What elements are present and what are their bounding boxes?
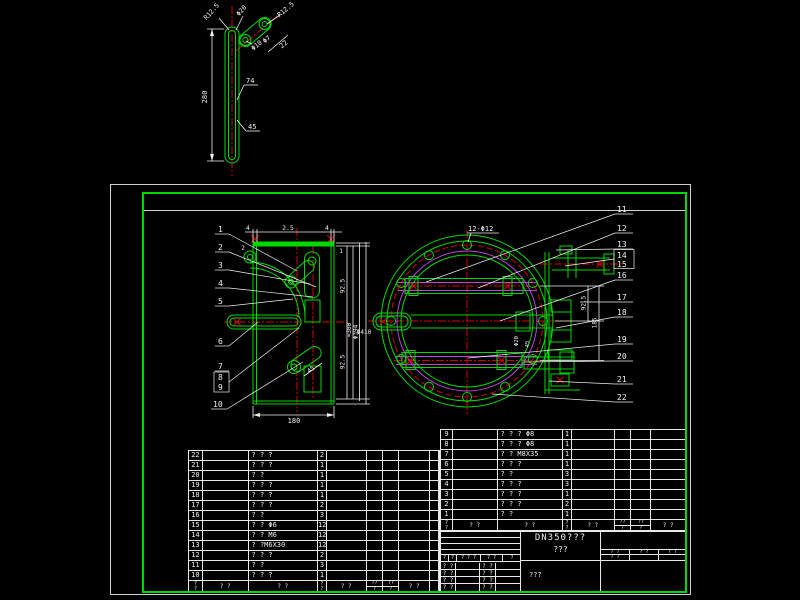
dim-small-a: Φ20 xyxy=(514,336,520,346)
callout-13: 13 xyxy=(617,240,627,249)
label-dia-top: Φ20 xyxy=(234,3,249,18)
dim-925-top: 92.5 xyxy=(339,278,347,294)
section-view xyxy=(211,224,372,425)
parts-list-right xyxy=(440,429,687,531)
label-radius-left: R12.5 xyxy=(201,1,222,22)
dim-280: 280 xyxy=(201,90,209,104)
dim-right-1: 1 xyxy=(339,248,343,255)
callout-18: 18 xyxy=(617,308,627,317)
bom-row: 19 ? ? ? 1 xyxy=(189,481,439,491)
bom-row: 16 ? ? 3 xyxy=(189,511,439,521)
callout-7: 7 xyxy=(218,362,223,371)
flange-view xyxy=(368,205,634,414)
bom-row: 10 ? ? ? 1 xyxy=(189,571,439,581)
drawing-subtitle: ??? xyxy=(553,545,568,554)
dim-left-2: 2 xyxy=(241,245,245,252)
dim-top-right: 4 xyxy=(325,224,329,232)
callout-14: 14 xyxy=(617,251,627,260)
callout-20: 20 xyxy=(617,352,627,361)
callout-22: 22 xyxy=(617,393,627,402)
bom-row: 12 ? ? ? 2 xyxy=(189,551,439,561)
callout-3: 3 xyxy=(218,261,223,270)
bom-row: 9 ? ? ? Φ8 1 xyxy=(441,430,686,440)
dim-74: 74 xyxy=(246,77,255,85)
callout-12: 12 xyxy=(617,224,627,233)
callout-11: 11 xyxy=(617,205,627,214)
bolt-note: 12-Φ12 xyxy=(468,225,494,233)
bom-row: 1 ? ? 1 xyxy=(441,510,686,520)
label-radius-right: R12.5 xyxy=(275,0,296,19)
bom-row: 2 ? ? ? 2 xyxy=(441,500,686,510)
callout-1: 1 xyxy=(218,225,223,234)
dim-185: 185 xyxy=(591,317,599,329)
bom-row: 5 ? ? 3 xyxy=(441,470,686,480)
bom-row: 15 ? ? Φ6 12 xyxy=(189,521,439,531)
callout-19: 19 xyxy=(617,335,627,344)
label-dia-hole2: Φ7 xyxy=(261,33,273,46)
handle-detail-view xyxy=(201,0,296,176)
dim-45deg: 45 xyxy=(306,364,317,375)
drawing-title: DN350??? xyxy=(534,533,587,543)
dim-410: Φ410 xyxy=(356,329,372,336)
label-dia-hole: Φ10 xyxy=(249,38,264,53)
dim-925-bottom: 92.5 xyxy=(339,354,347,370)
dim-small-b: 45 xyxy=(525,340,531,348)
callout-6: 6 xyxy=(218,337,223,346)
bom-row: 3 ? ? ? 1 xyxy=(441,490,686,500)
bom-row: 20 ? ? 1 xyxy=(189,471,439,481)
dim-top-left: 4 xyxy=(246,224,250,232)
bom-row: 11 ? ? 3 xyxy=(189,561,439,571)
callout-17: 17 xyxy=(617,293,627,302)
dim-22: 22 xyxy=(277,38,290,51)
callout-16: 16 xyxy=(617,271,627,280)
bom-row: 13 ? ?M6X30 12 xyxy=(189,541,439,551)
bom-row: 7 ? ? M8X35 1 xyxy=(441,450,686,460)
callout-2: 2 xyxy=(218,243,223,252)
note-cell xyxy=(521,561,601,593)
callout-4: 4 xyxy=(218,279,223,288)
callout-21: 21 xyxy=(617,375,627,384)
dim-394: Φ394 xyxy=(352,324,360,340)
callout-8: 8 xyxy=(218,373,223,382)
callout-10: 10 xyxy=(213,400,223,409)
bom-row: 18 ? ? ? 1 xyxy=(189,491,439,501)
note-text: ??? xyxy=(529,571,542,579)
bom-row: 17 ? ? ? 2 xyxy=(189,501,439,511)
drawing-title-cell xyxy=(521,532,601,561)
bom-row: 21 ? ? ? 1 xyxy=(189,461,439,471)
dim-top-mid: 2.5 xyxy=(282,224,294,232)
bom-row: 14 ? ? M6 12 xyxy=(189,531,439,541)
dim-45: 45 xyxy=(248,123,257,131)
callout-9: 9 xyxy=(218,383,223,392)
bom-row: 8 ? ? ? Φ8 1 xyxy=(441,440,686,450)
dim-180: 180 xyxy=(287,417,301,425)
dim-300: ≈300 xyxy=(346,322,353,338)
title-block xyxy=(440,531,687,592)
parts-list-left xyxy=(188,450,440,592)
scale-zone: ? ? ? ? ? ? ? ? xyxy=(601,532,686,593)
bom-header-row: ? ? ? ? ? ? ? ? ? ? ?? ? ?? ? ? ? xyxy=(189,581,439,593)
bom-row: 6 ? ? ? 1 xyxy=(441,460,686,470)
bom-row: 22 ? ? ? 2 xyxy=(189,451,439,461)
callout-15: 15 xyxy=(617,260,627,269)
callout-5: 5 xyxy=(218,297,223,306)
revision-zone: ? ? ? ? ? ? ? ? ? ? ? ? ? ? ? ? ? ? ? ? ? ? ? ? xyxy=(441,532,521,593)
bom-row: 4 ? ? ? 3 xyxy=(441,480,686,490)
bom-header-row: ? ? ? ? ? ? ? ? ? ? ?? ? ?? ? ? ? xyxy=(441,520,686,532)
dim-925-flange: 92.5 xyxy=(580,295,588,311)
